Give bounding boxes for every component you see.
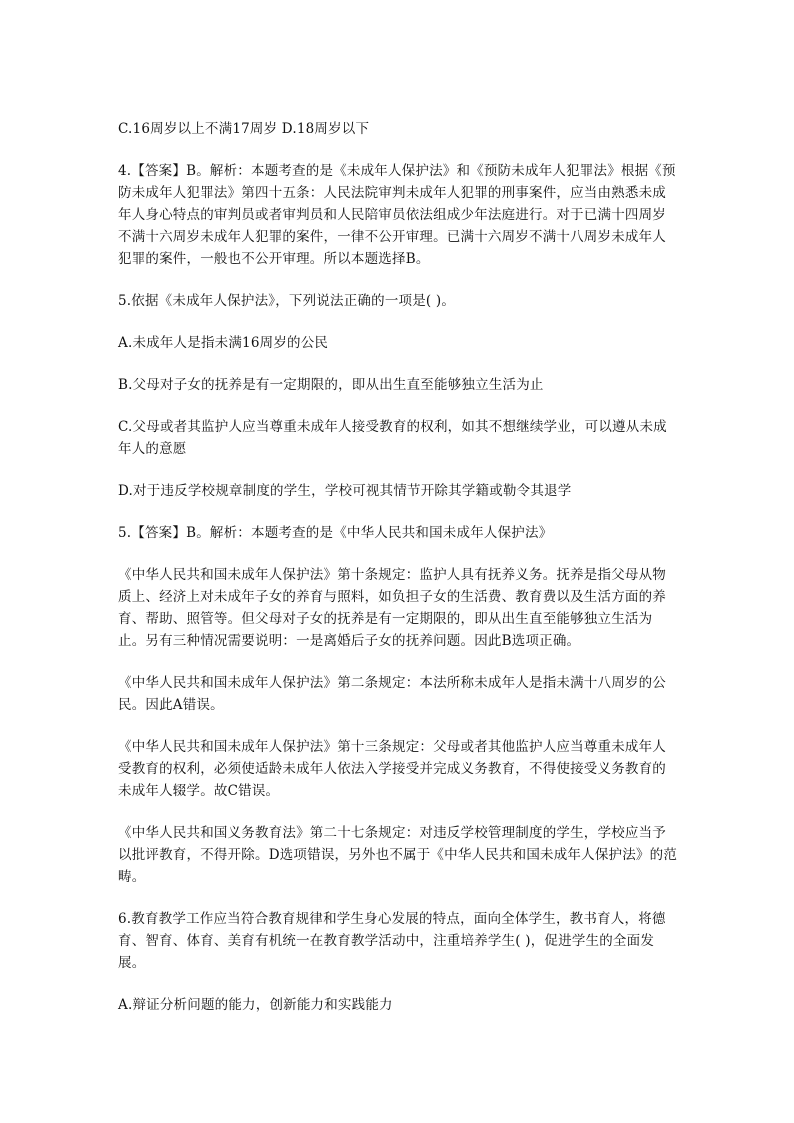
answer-4-explanation: 4.【答案】B。解析：本题考查的是《未成年人保护法》和《预防未成年人犯罪法》根据《预防未成年人犯罪法》第四十五条：人民法院审判未成年人犯罪的刑事案件，应当由熟悉未成年人身心特点的审判员或者审判员和人民陪审员依法组成少年法庭进行。对于已满十四周岁不满十六周岁未成年人犯罪的案件，一律不公开审理。已满十六周岁不满十八周岁未成年人犯罪的案件，一般也不公开审理。所以本题选择B。	[118, 163, 676, 267]
question-6-option-a: A.辩证分析问题的能力，创新能力和实践能力	[118, 997, 393, 1013]
option-c-d-line: C.16周岁以上不满17周岁 D.18周岁以下	[118, 121, 370, 137]
question-5-option-c: C.父母或者其监护人应当尊重未成年人接受教育的权利，如其不想继续学业，可以遵从未成年人的意愿	[118, 419, 667, 457]
document-body	[118, 118, 678, 1036]
question-5-option-b: B.父母对子女的抚养是有一定期限的，即从出生直至能够独立生活为止	[118, 377, 544, 393]
answer-5-article-27: 《中华人民共和国义务教育法》第二十七条规定：对违反学校管理制度的学生，学校应当予以批评教育，不得开除。D选项错误，另外也不属于《中华人民共和国未成年人保护法》的范畴。	[118, 825, 678, 885]
answer-5-article-10: 《中华人民共和国未成年人保护法》第十条规定：监护人具有抚养义务。抚养是指父母从物质上、经济上对未成年子女的养育与照料，如负担子女的生活费、教育费以及生活方面的养育、帮助、照管等。但父母对子女的抚养是有一定期限的，即从出生直至能够独立生活为止。另有三种情况需要说明：一是离婚后子女的抚养问题。因此B选项正确。	[118, 567, 666, 649]
question-6-stem: 6.教育教学工作应当符合教育规律和学生身心发展的特点，面向全体学生，教书育人，将德育、智育、体育、美育有机统一在教育教学活动中，注重培养学生( )，促进学生的全面发展。	[118, 911, 666, 971]
answer-5-article-2: 《中华人民共和国未成年人保护法》第二条规定：本法所称未成年人是指未满十八周岁的公民。因此A错误。	[118, 675, 666, 713]
answer-5-heading: 5.【答案】B。解析：本题考查的是《中华人民共和国未成年人保护法》	[118, 525, 553, 541]
question-5-option-a: A.未成年人是指未满16周岁的公民	[118, 335, 329, 351]
question-5-stem: 5.依据《未成年人保护法》，下列说法正确的一项是( )。	[118, 293, 456, 309]
question-5-option-d: D.对于违反学校规章制度的学生，学校可视其情节开除其学籍或勒令其退学	[118, 483, 572, 499]
answer-5-article-13: 《中华人民共和国未成年人保护法》第十三条规定：父母或者其他监护人应当尊重未成年人受教育的权利，必须使适龄未成年人依法入学接受并完成义务教育，不得使接受义务教育的未成年人辍学。故C错误。	[118, 739, 666, 799]
